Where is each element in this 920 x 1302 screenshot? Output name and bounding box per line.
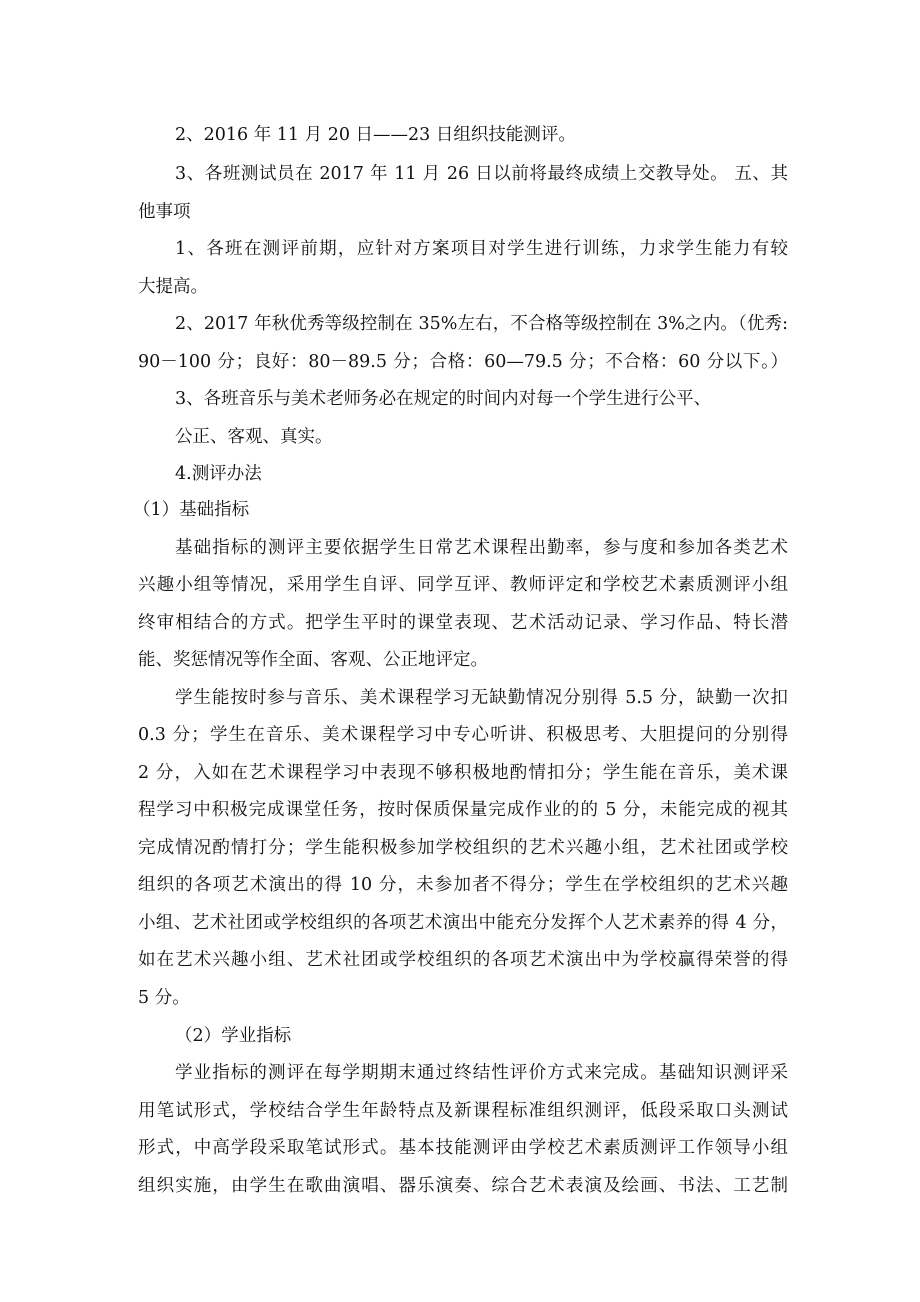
text-line-8: 3、各班音乐与美术老师务必在规定的时间内对每一个学生进行公平、 xyxy=(175,389,712,409)
text-line-24: 5 分。 xyxy=(138,988,190,1008)
text-line-21: 组织的各项艺术演出的得 10 分，未参加者不得分；学生在学校组织的艺术兴趣 xyxy=(138,875,788,895)
text-line-3: 他事项 xyxy=(138,202,191,222)
text-line-1: 2、2016 年 11 月 20 日——23 日组织技能测评。 xyxy=(175,125,576,145)
text-line-7: 90－100 分；良好：80－89.5 分；合格：60—79.5 分；不合格：60 分以下。） xyxy=(138,352,788,372)
subheading-academic-indicators: （2）学业指标 xyxy=(175,1026,292,1046)
text-line-9: 公正、客观、真实。 xyxy=(175,427,333,447)
text-line-29: 组织实施，由学生在歌曲演唱、器乐演奏、综合艺术表演及绘画、书法、工艺制 xyxy=(138,1176,788,1196)
text-line-6: 2、2017 年秋优秀等级控制在 35%左右，不合格等级控制在 3%之内。（优秀: xyxy=(175,314,788,334)
text-line-4: 1、各班在测评前期，应针对方案项目对学生进行训练，力求学生能力有较 xyxy=(175,239,788,259)
text-line-17: 0.3 分；学生在音乐、美术课程学习中专心听讲、积极思考、大胆提问的分别得 xyxy=(138,725,788,745)
text-line-16: 学生能按时参与音乐、美术课程学习无缺勤情况分别得 5.5 分，缺勤一次扣 xyxy=(175,688,788,708)
text-line-5: 大提高。 xyxy=(138,277,208,297)
text-line-15: 能、奖惩情况等作全面、客观、公正地评定。 xyxy=(138,650,488,670)
text-line-19: 程学习中积极完成课堂任务，按时保质保量完成作业的的 5 分，未能完成的视其 xyxy=(138,800,788,820)
text-line-26: 学业指标的测评在每学期期末通过终结性评价方式来完成。基础知识测评采 xyxy=(175,1063,788,1083)
text-line-12: 基础指标的测评主要依据学生日常艺术课程出勤率，参与度和参加各类艺术 xyxy=(175,538,788,558)
text-line-23: 如在艺术兴趣小组、艺术社团或学校组织的各项艺术演出中为学校赢得荣誉的得 xyxy=(138,950,788,970)
text-line-2: 3、各班测试员在 2017 年 11 月 26 日以前将最终成绩上交教导处。 五、其 xyxy=(175,164,788,184)
text-line-22: 小组、艺术社团或学校组织的各项艺术演出中能充分发挥个人艺术素养的得 4 分， xyxy=(138,913,788,933)
text-line-20: 完成情况酌情打分；学生能积极参加学校组织的艺术兴趣小组，艺术社团或学校 xyxy=(138,838,788,858)
text-line-13: 兴趣小组等情况，采用学生自评、同学互评、教师评定和学校艺术素质测评小组 xyxy=(138,575,788,595)
text-line-28: 形式，中高学段采取笔试形式。基本技能测评由学校艺术素质测评工作领导小组 xyxy=(138,1138,788,1158)
text-line-18: 2 分，入如在艺术课程学习中表现不够积极地酌情扣分；学生能在音乐，美术课 xyxy=(138,763,788,783)
subheading-basic-indicators: （1）基础指标 xyxy=(133,500,250,520)
text-line-27: 用笔试形式，学校结合学生年龄特点及新课程标准组织测评，低段采取口头测试 xyxy=(138,1101,788,1121)
text-line-14: 终审相结合的方式。把学生平时的课堂表现、艺术活动记录、学习作品、特长潜 xyxy=(138,613,788,633)
section-heading-evaluation-method: 4.测评办法 xyxy=(175,464,262,484)
